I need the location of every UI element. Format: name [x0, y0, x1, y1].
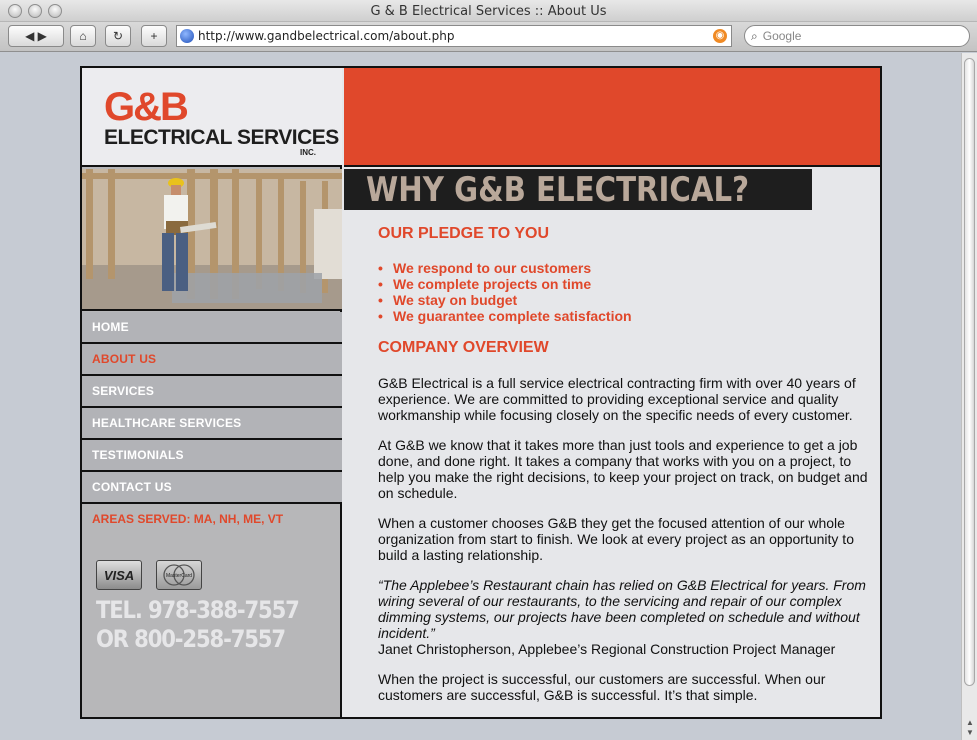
title-bar: [0, 0, 977, 22]
page-headline: WHY G&B ELECTRICAL?: [366, 170, 750, 210]
logo-gb: G&B: [104, 85, 187, 129]
home-icon: ⌂: [79, 29, 87, 43]
window-title: G & B Electrical Services :: About Us: [370, 4, 607, 19]
testimonial-attribution: Janet Christopherson, Applebee’s Regional Construction Project Manager: [378, 641, 836, 657]
overview-paragraph: G&B Electrical is a full service electrical contracting firm with over 40 years of experience. We are committed to providing exceptional service and quality workmanship while focusing closely on the specific needs of every customer.: [378, 375, 856, 423]
logo[interactable]: [82, 68, 342, 167]
mastercard-icon: [156, 560, 202, 590]
nav-about-us[interactable]: ABOUT US: [82, 344, 342, 376]
list-item: • We guarantee complete satisfaction: [378, 308, 870, 324]
overview-paragraph: At G&B we know that it takes more than just tools and experience to get a job done, and done right. It takes a company that works with you on a project, to help you make the right decisions, to keep your project on track, on budget and on schedule.: [378, 437, 868, 501]
globe-icon: [180, 29, 194, 43]
browser-toolbar: [0, 22, 977, 52]
overview-paragraph: When the project is successful, our customers are successful. When our customers are successful, G&B is successful. It’s that simple.: [378, 671, 826, 703]
page-container: [80, 66, 882, 719]
left-column: [82, 68, 342, 717]
url-text[interactable]: http://www.gandbelectrical.com/about.php: [198, 29, 455, 43]
back-forward-button[interactable]: [8, 25, 64, 47]
areas-served: AREAS SERVED: MA, NH, ME, VT: [92, 512, 284, 526]
reload-button[interactable]: [105, 25, 131, 47]
testimonial-quote: “The Applebee’s Restaurant chain has relied on G&B Electrical for years. From wiring several of our restaurants, to the servicing and repair of our complex dimming systems, our projects have been completed on schedule and without incident.”: [378, 577, 866, 641]
nav-home[interactable]: HOME: [82, 312, 342, 344]
logo-inc: INC.: [300, 148, 316, 157]
list-item: • We respond to our customers: [378, 260, 870, 276]
electrician-photo: [82, 169, 342, 311]
visa-card-icon: VISA: [96, 560, 142, 590]
mastercard-label: MasterCard: [165, 573, 193, 579]
nav-services[interactable]: SERVICES: [82, 376, 342, 408]
payment-cards: [96, 560, 202, 590]
phone-primary: TEL. 978-388-7557: [96, 596, 299, 624]
add-bookmark-button[interactable]: [141, 25, 167, 47]
search-icon: ⌕: [751, 28, 758, 43]
vertical-scrollbar[interactable]: [961, 53, 977, 740]
back-forward-icon: ◀ ▶: [25, 29, 47, 43]
main-navigation: [82, 312, 342, 534]
list-item: • We stay on budget: [378, 292, 870, 308]
nav-contact-us[interactable]: CONTACT US: [82, 472, 342, 504]
construction-scene-image: [82, 169, 342, 311]
nav-healthcare-services[interactable]: HEALTHCARE SERVICES: [82, 408, 342, 440]
address-bar[interactable]: [176, 25, 732, 47]
list-item: • We complete projects on time: [378, 276, 870, 292]
header-banner: [344, 68, 880, 167]
mastercard-rings: [159, 563, 199, 587]
overview-paragraph: When a customer chooses G&B they get the focused attention of our whole organization from start to finish. We look at every project as an opportunity to build a lasting relationship.: [378, 515, 854, 563]
pledge-heading: OUR PLEDGE TO YOU: [378, 225, 549, 242]
reload-icon: ↻: [112, 29, 124, 43]
scroll-thumb[interactable]: [964, 58, 975, 686]
search-field[interactable]: [744, 25, 970, 47]
phone-secondary: OR 800-258-7557: [96, 625, 285, 653]
logo-tagline: ELECTRICAL SERVICES: [104, 126, 339, 149]
right-column: [344, 68, 880, 717]
plus-icon: +: [150, 29, 158, 43]
main-content: [378, 226, 870, 703]
scroll-arrows-icon[interactable]: ▲ ▼: [966, 718, 974, 737]
rss-icon[interactable]: ◉: [713, 29, 727, 43]
pledge-list: [378, 260, 870, 324]
nav-testimonials[interactable]: TESTIMONIALS: [82, 440, 342, 472]
headline-bar: [344, 169, 812, 210]
home-button[interactable]: [70, 25, 96, 47]
overview-heading: COMPANY OVERVIEW: [378, 339, 549, 356]
search-placeholder: Google: [762, 29, 802, 43]
